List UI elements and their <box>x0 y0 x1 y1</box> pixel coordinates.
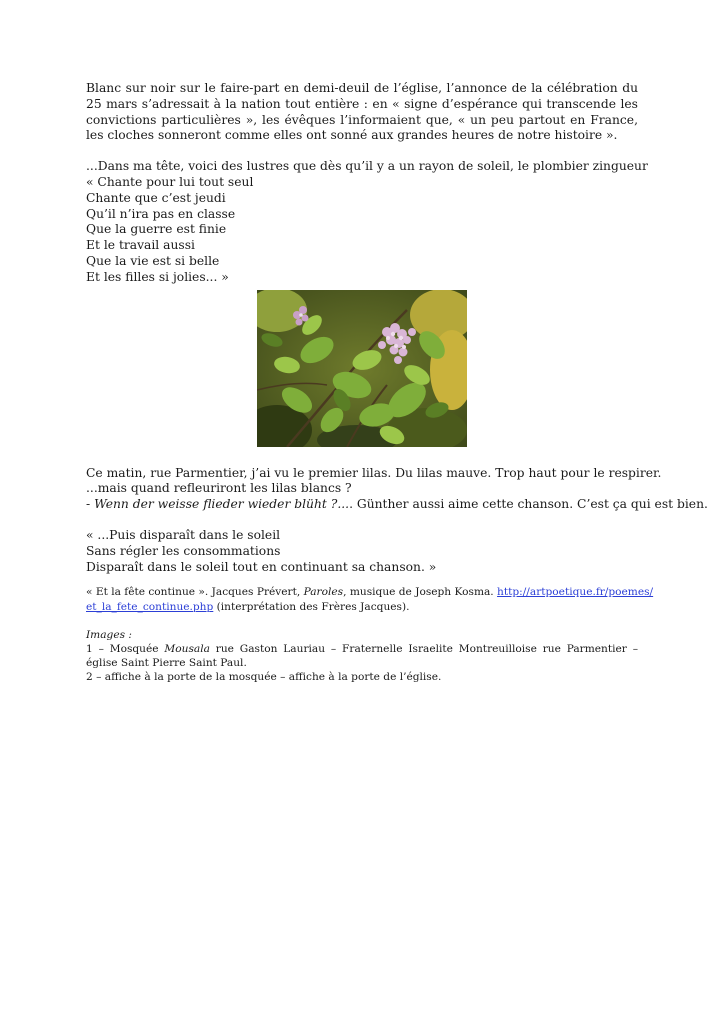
spacer <box>86 614 638 628</box>
text-line: ...mais quand refleuriront les lilas blancs ? <box>86 481 352 496</box>
verse-line: Que la guerre est finie <box>86 222 227 237</box>
german-title: Wenn der weisse flieder wieder blüht ?... <box>94 497 350 512</box>
photo-container <box>86 290 638 454</box>
mosque-name: Mousala <box>164 642 210 655</box>
item-text: rue Gaston Lauriau – Fraternelle Israelite Montreuilloise rue Parmentier – église Saint Pierre Saint Paul. <box>86 642 638 670</box>
item-text: 1 – Mosquée <box>86 642 165 655</box>
lilac-flowers-photo <box>257 290 467 447</box>
verse-block-2 <box>86 528 638 575</box>
credits <box>86 585 654 613</box>
lilac-paragraph <box>86 465 708 513</box>
images-item-2: 2 – affiche à la porte de la mosquée – affiche à la porte de l’église. <box>86 671 442 684</box>
text-line: Ce matin, rue Parmentier, j’ai vu le premier lilas. Du lilas mauve. Trop haut pour le respirer. <box>86 465 662 480</box>
verse-line: Chante que c’est jeudi <box>86 190 226 205</box>
verse-line: « Chante pour lui tout seul <box>86 174 254 189</box>
source-link-continued[interactable]: et_la_fete_continue.php <box>86 600 214 613</box>
verse-block-1 <box>86 159 648 285</box>
verse-line: Et les filles si jolies... » <box>86 269 229 284</box>
verse-line: Et le travail aussi <box>86 238 195 253</box>
verse-line: ...Dans ma tête, voici des lustres que dès qu’il y a un rayon de soleil, le plombier zingueur <box>86 159 648 174</box>
document-page <box>86 81 708 685</box>
verse-line: Sans régler les consommations <box>86 543 281 558</box>
images-note <box>86 628 638 685</box>
images-heading: Images : <box>86 628 132 641</box>
credits-line-2 <box>86 600 638 614</box>
verse-line: Qu’il n’ira pas en classe <box>86 206 236 221</box>
credits-text: « Et la fête continue ». Jacques Prévert, <box>86 586 304 599</box>
book-title: Paroles <box>303 586 344 599</box>
images-item-1 <box>86 642 638 670</box>
verse-line: Que la vie est si belle <box>86 253 220 268</box>
credits-text: (interprétation des Frères Jacques). <box>213 600 410 613</box>
spacer <box>86 144 638 159</box>
line-rest: . Günther aussi aime cette chanson. C’est ça qui est bien. <box>349 497 708 512</box>
credits-line-1 <box>86 585 654 599</box>
verse-line: « ...Puis disparaît dans le soleil <box>86 527 281 542</box>
spacer <box>86 575 638 585</box>
source-link[interactable]: http://artpoetique.fr/poemes/ <box>497 586 654 599</box>
intro-paragraph: Blanc sur noir sur le faire-part en demi-deuil de l’église, l’annonce de la célébration du 25 mars s’adressait à la nation tout entière : en « signe d’espérance qui transcende les convictions particulières », les évêques l’informaient que, « un peu partout en France, les cloches sonneront comme elles ont sonné aux grandes heures de notre histoire ». <box>86 81 638 143</box>
credits-text: , musique de Joseph Kosma. <box>343 586 498 599</box>
spacer <box>86 513 638 528</box>
verse-line: Disparaît dans le soleil tout en continuant sa chanson. » <box>86 559 437 574</box>
dash-prefix: - <box>86 497 95 512</box>
text-line <box>86 497 708 513</box>
